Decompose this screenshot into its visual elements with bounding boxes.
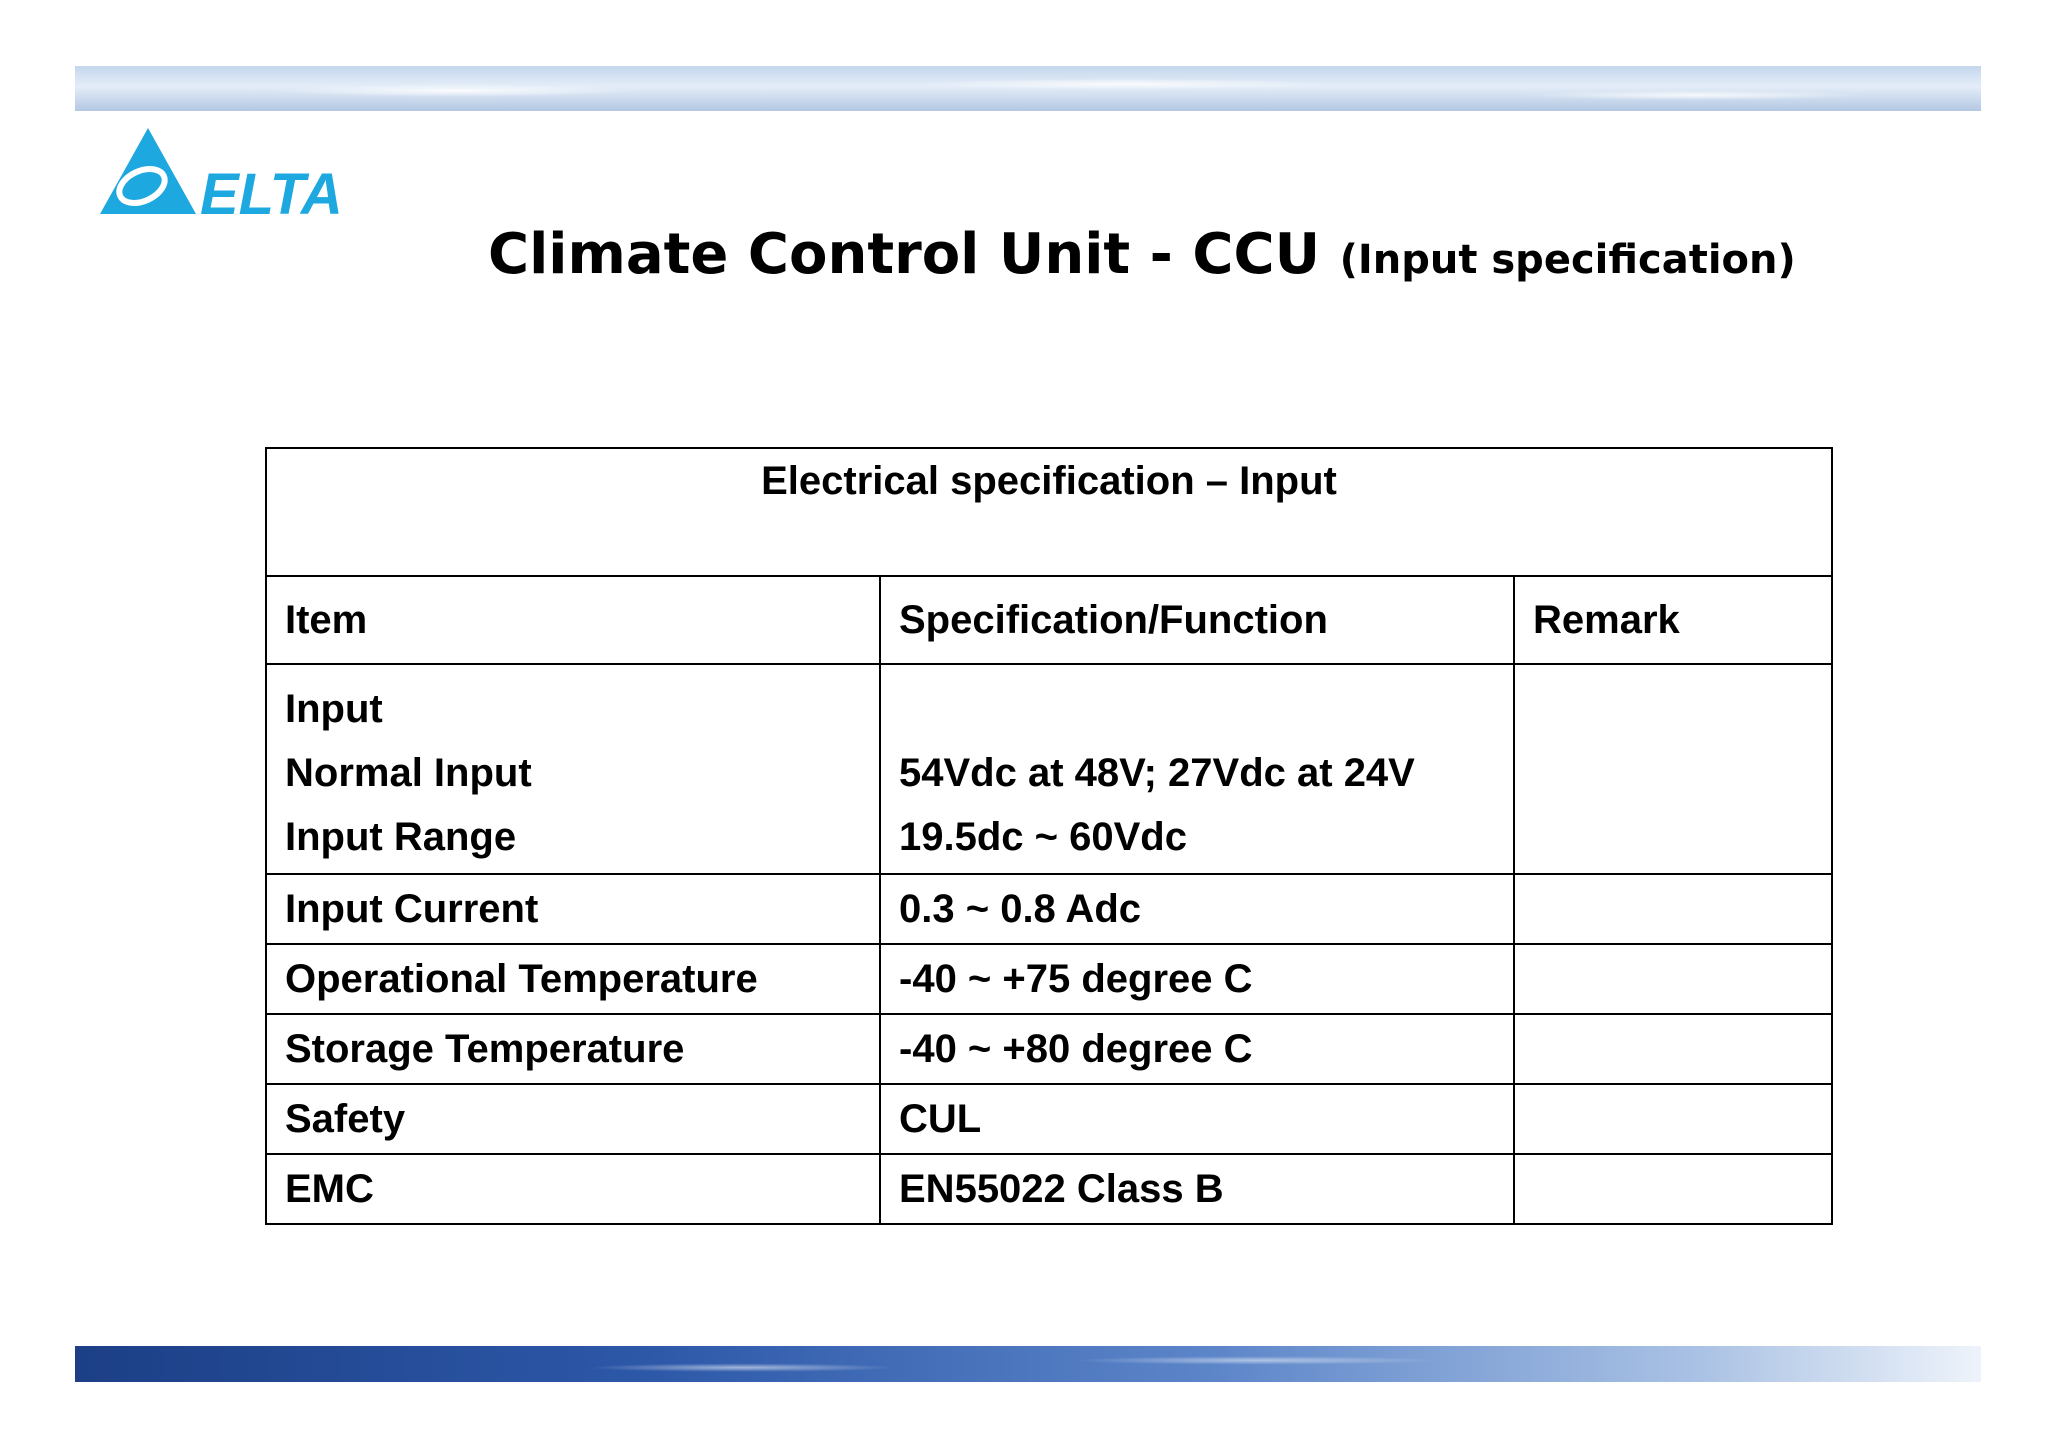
spec-cell: -40 ~ +75 degree C bbox=[880, 944, 1514, 1014]
remark-cell bbox=[1514, 1084, 1832, 1154]
spec-input-range: 19.5dc ~ 60Vdc bbox=[899, 815, 1187, 859]
svg-text:ELTA: ELTA bbox=[200, 162, 343, 224]
spec-cell: 0.3 ~ 0.8 Adc bbox=[880, 874, 1514, 944]
table-caption-row bbox=[266, 448, 1832, 576]
item-normal-input: Normal Input bbox=[285, 751, 532, 795]
table-row-input bbox=[266, 664, 1832, 874]
remark-cell bbox=[1514, 1154, 1832, 1224]
remark-cell bbox=[1514, 1014, 1832, 1084]
spec-cell: EN55022 Class B bbox=[880, 1154, 1514, 1224]
header-item: Item bbox=[266, 576, 880, 664]
page-title-main: Climate Control Unit - CCU bbox=[488, 222, 1321, 287]
header-specification: Specification/Function bbox=[880, 576, 1514, 664]
header-remark: Remark bbox=[1514, 576, 1832, 664]
table-header-row bbox=[266, 576, 1832, 664]
delta-logo bbox=[96, 124, 396, 224]
spec-input bbox=[899, 677, 1495, 741]
item-cell: Input Current bbox=[266, 874, 880, 944]
item-cell: Safety bbox=[266, 1084, 880, 1154]
item-cell: Storage Temperature bbox=[266, 1014, 880, 1084]
remark-cell bbox=[1514, 874, 1832, 944]
table-row bbox=[266, 874, 1832, 944]
table-row bbox=[266, 1154, 1832, 1224]
item-cell: EMC bbox=[266, 1154, 880, 1224]
page-title-subtitle: (Input specification) bbox=[1339, 237, 1796, 283]
item-input-range: Input Range bbox=[285, 815, 517, 859]
footer-decorative-band bbox=[75, 1346, 1981, 1382]
page-title bbox=[488, 222, 1796, 287]
header-decorative-band bbox=[75, 66, 1981, 111]
remark-input bbox=[1514, 664, 1832, 874]
item-input: Input bbox=[285, 687, 383, 731]
electrical-spec-table bbox=[265, 447, 1833, 1225]
input-specs-cell bbox=[880, 664, 1514, 874]
remark-cell bbox=[1514, 944, 1832, 1014]
item-cell: Operational Temperature bbox=[266, 944, 880, 1014]
table-row bbox=[266, 944, 1832, 1014]
spec-normal-input: 54Vdc at 48V; 27Vdc at 24V bbox=[899, 751, 1415, 795]
spec-cell: CUL bbox=[880, 1084, 1514, 1154]
spec-cell: -40 ~ +80 degree C bbox=[880, 1014, 1514, 1084]
table-row bbox=[266, 1014, 1832, 1084]
table-row bbox=[266, 1084, 1832, 1154]
table-caption: Electrical specification – Input bbox=[266, 448, 1832, 576]
input-items-cell bbox=[266, 664, 880, 874]
